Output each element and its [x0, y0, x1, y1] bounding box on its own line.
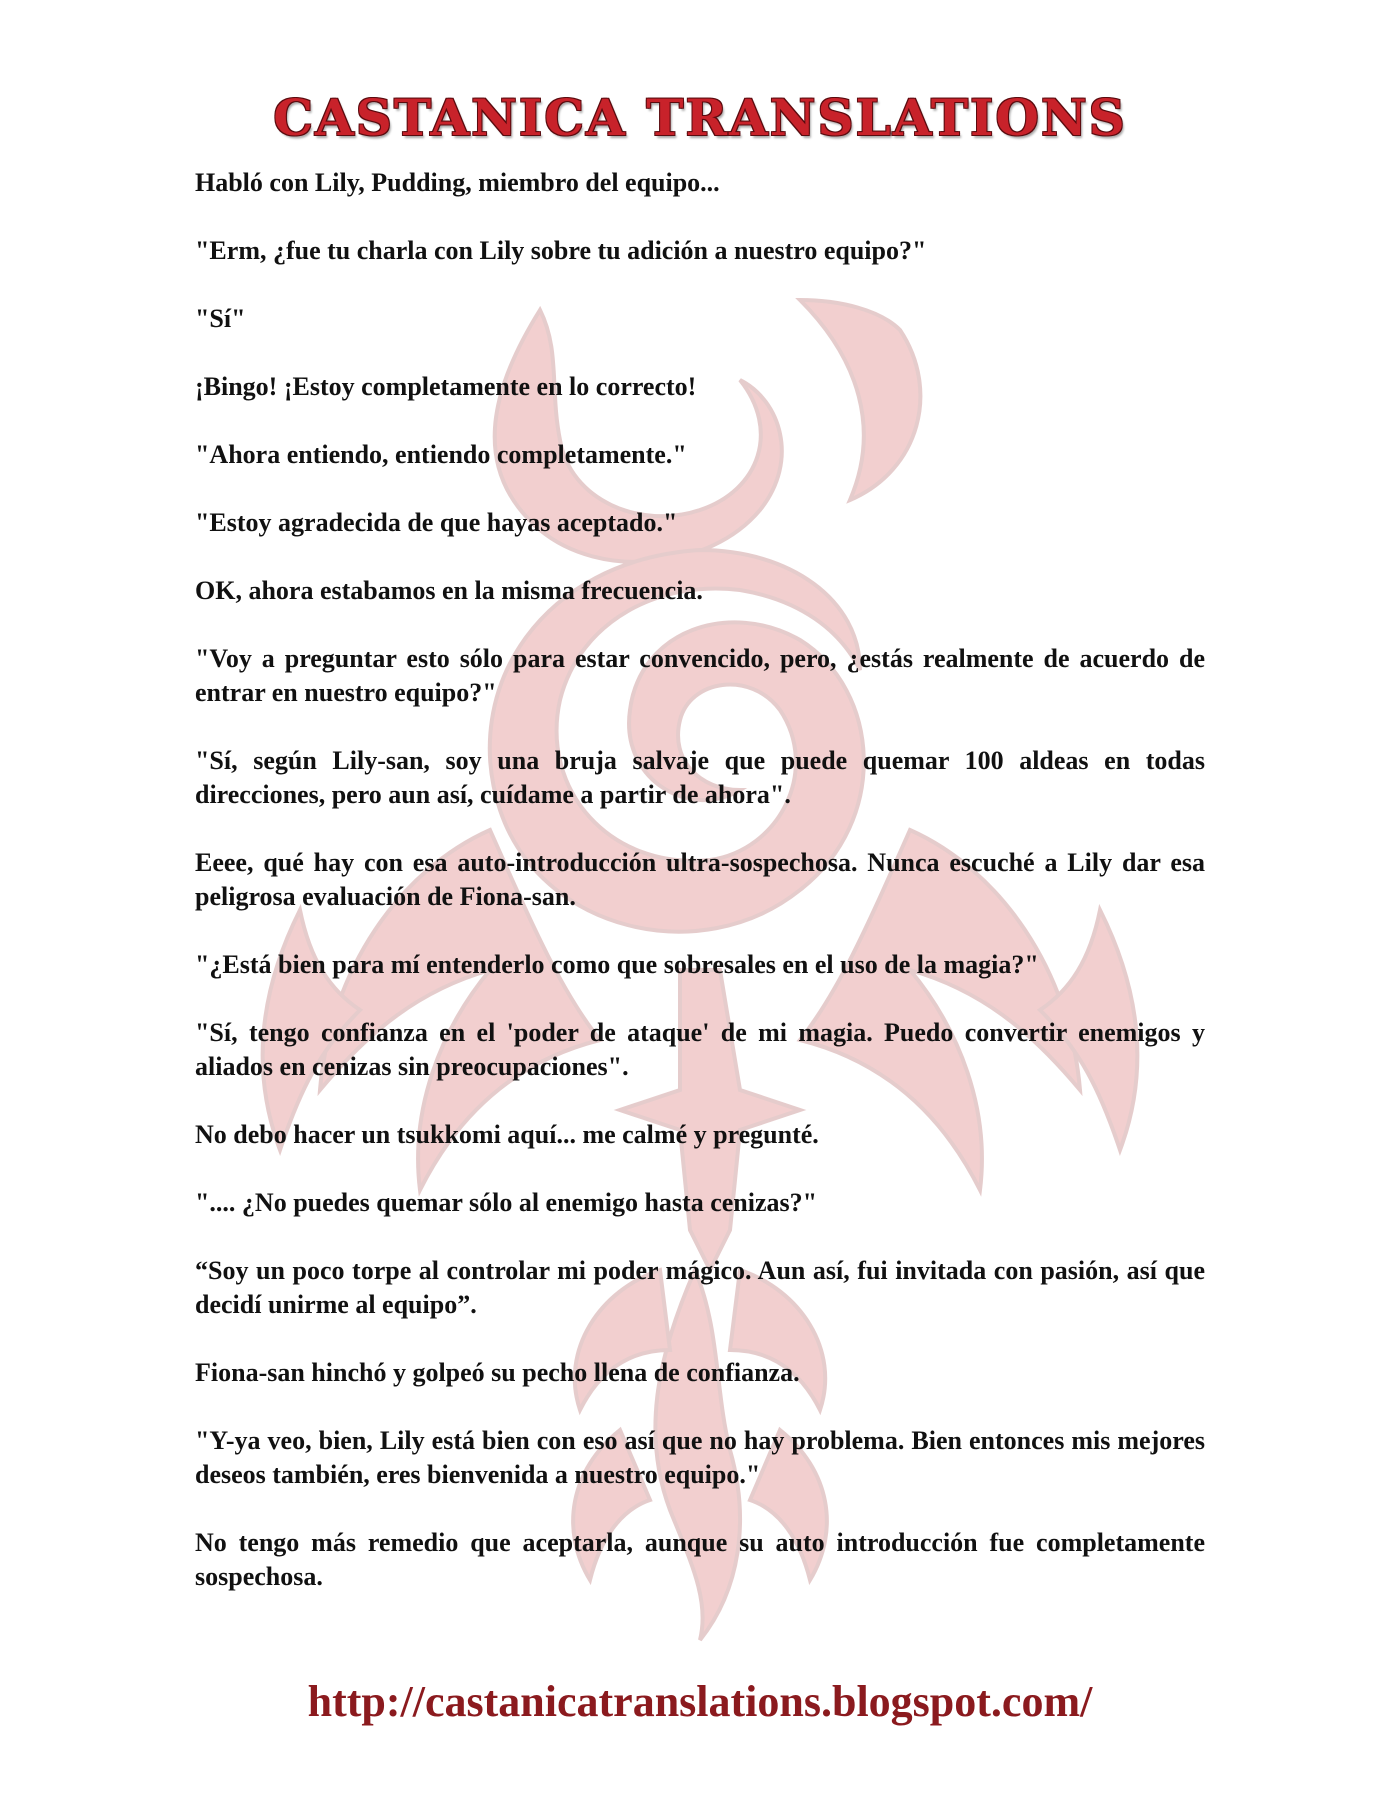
paragraph: Habló con Lily, Pudding, miembro del equipo...: [195, 168, 720, 197]
footer-url-link[interactable]: http://castanicatranslations.blogspot.com/: [307, 1677, 1093, 1726]
paragraph: Eeee, qué hay con esa auto-introducción ultra-sospechosa. Nunca escuché a Lily dar esa peligrosa evaluación de Fiona-san.: [195, 848, 1205, 911]
paragraph: “Soy un poco torpe al controlar mi poder mágico. Aun así, fui invitada con pasión, así que decidí unirme al equipo”.: [195, 1256, 1205, 1319]
paragraph: "Y-ya veo, bien, Lily está bien con eso así que no hay problema. Bien entonces mis mejores deseos también, eres bienvenida a nuestro equipo.": [195, 1426, 1205, 1489]
paragraph: "Voy a preguntar esto sólo para estar convencido, pero, ¿estás realmente de acuerdo de entrar en nuestro equipo?": [195, 644, 1205, 707]
paragraph: ¡Bingo! ¡Estoy completamente en lo correcto!: [195, 372, 697, 401]
paragraph: No tengo más remedio que aceptarla, aunque su auto introducción fue completamente sospechosa.: [195, 1528, 1205, 1591]
paragraph: "¿Está bien para mí entenderlo como que sobresales en el uso de la magia?": [195, 950, 1039, 979]
paragraph: "Ahora entiendo, entiendo completamente.": [195, 440, 687, 469]
paragraph: No debo hacer un tsukkomi aquí... me calmé y pregunté.: [195, 1120, 819, 1149]
paragraph: "Sí": [195, 304, 246, 333]
paragraph: "Sí, tengo confianza en el 'poder de ataque' de mi magia. Puedo convertir enemigos y aliados en cenizas sin preocupaciones".: [195, 1018, 1205, 1081]
paragraph: "Estoy agradecida de que hayas aceptado.": [195, 508, 678, 537]
site-title: CASTANICA TRANSLATIONS: [273, 88, 1127, 147]
paragraph: "Erm, ¿fue tu charla con Lily sobre tu adición a nuestro equipo?": [195, 236, 927, 265]
document-body: [195, 166, 1205, 1628]
paragraph: ".... ¿No puedes quemar sólo al enemigo hasta cenizas?": [195, 1188, 818, 1217]
paragraph: Fiona-san hinchó y golpeó su pecho llena de confianza.: [195, 1358, 800, 1387]
paragraph: OK, ahora estabamos en la misma frecuencia.: [195, 576, 703, 605]
paragraph: "Sí, según Lily-san, soy una bruja salvaje que puede quemar 100 aldeas en todas direcciones, pero aun así, cuídame a partir de ahora".: [195, 746, 1205, 809]
